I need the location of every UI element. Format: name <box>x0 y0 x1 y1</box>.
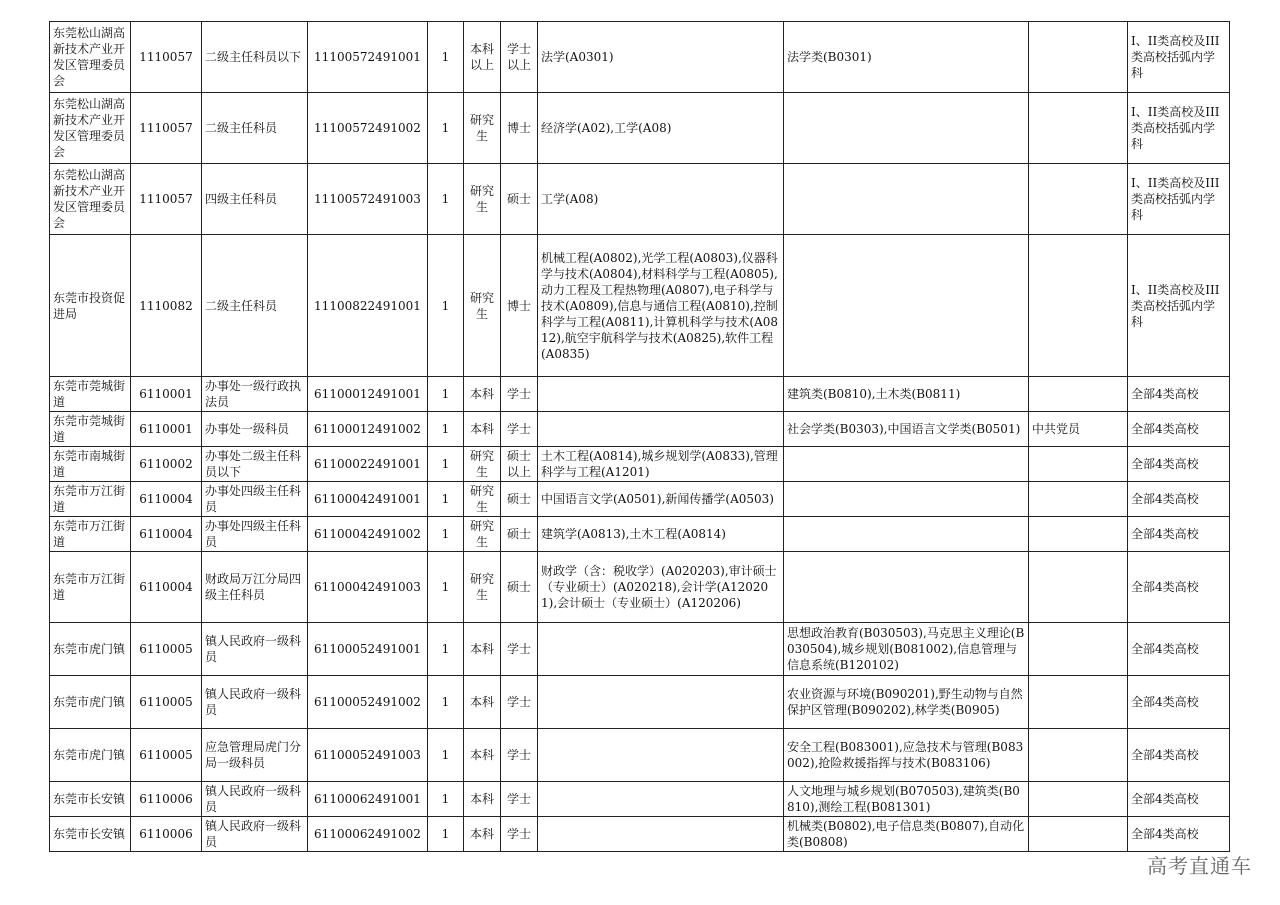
unit-code-cell: 1110057 <box>131 22 202 93</box>
political-cell <box>1029 377 1128 412</box>
grad-major-cell: 财政学（含：税收学）(A020203),审计硕士（专业硕士）(A020218),会计学(A120201),会计硕士（专业硕士）(A120206) <box>538 552 784 623</box>
school-cell: 全部4类高校 <box>1128 447 1230 482</box>
unit-cell: 东莞市投资促进局 <box>50 235 131 377</box>
table-row <box>50 817 1230 852</box>
unit-code-cell: 6110004 <box>131 517 202 552</box>
position-code-cell: 61100052491001 <box>308 623 428 676</box>
school-cell: 全部4类高校 <box>1128 623 1230 676</box>
count-cell: 1 <box>428 729 464 782</box>
count-cell: 1 <box>428 676 464 729</box>
education-cell: 本科以上 <box>464 22 501 93</box>
unit-cell: 东莞松山湖高新技术产业开发区管理委员会 <box>50 93 131 164</box>
education-cell: 本科 <box>464 729 501 782</box>
degree-cell: 硕士 <box>501 164 538 235</box>
unit-cell: 东莞市万江街道 <box>50 517 131 552</box>
degree-cell: 学士 <box>501 817 538 852</box>
degree-cell: 学士 <box>501 729 538 782</box>
undergrad-major-cell <box>784 235 1029 377</box>
position-cell: 镇人民政府一级科员 <box>202 817 308 852</box>
grad-major-cell: 中国语言文学(A0501),新闻传播学(A0503) <box>538 482 784 517</box>
unit-cell: 东莞市长安镇 <box>50 817 131 852</box>
count-cell: 1 <box>428 517 464 552</box>
grad-major-cell <box>538 377 784 412</box>
political-cell <box>1029 552 1128 623</box>
undergrad-major-cell <box>784 552 1029 623</box>
degree-cell: 学士 <box>501 412 538 447</box>
degree-cell: 硕士 <box>501 517 538 552</box>
political-cell <box>1029 447 1128 482</box>
position-cell: 办事处一级科员 <box>202 412 308 447</box>
table-row <box>50 412 1230 447</box>
position-cell: 二级主任科员以下 <box>202 22 308 93</box>
unit-code-cell: 1110057 <box>131 164 202 235</box>
position-cell: 办事处一级行政执法员 <box>202 377 308 412</box>
political-cell <box>1029 623 1128 676</box>
position-cell: 财政局万江分局四级主任科员 <box>202 552 308 623</box>
unit-cell: 东莞市莞城街道 <box>50 412 131 447</box>
position-cell: 办事处四级主任科员 <box>202 517 308 552</box>
undergrad-major-cell: 机械类(B0802),电子信息类(B0807),自动化类(B0808) <box>784 817 1029 852</box>
education-cell: 本科 <box>464 412 501 447</box>
political-cell <box>1029 676 1128 729</box>
political-cell <box>1029 729 1128 782</box>
position-cell: 应急管理局虎门分局一级科员 <box>202 729 308 782</box>
count-cell: 1 <box>428 817 464 852</box>
position-cell: 镇人民政府一级科员 <box>202 782 308 817</box>
grad-major-cell: 经济学(A02),工学(A08) <box>538 93 784 164</box>
grad-major-cell <box>538 676 784 729</box>
school-cell: I、II类高校及III类高校括弧内学科 <box>1128 164 1230 235</box>
unit-cell: 东莞松山湖高新技术产业开发区管理委员会 <box>50 164 131 235</box>
unit-code-cell: 6110004 <box>131 482 202 517</box>
job-table <box>49 21 1230 852</box>
education-cell: 研究生 <box>464 235 501 377</box>
political-cell <box>1029 22 1128 93</box>
education-cell: 研究生 <box>464 552 501 623</box>
position-cell: 二级主任科员 <box>202 93 308 164</box>
position-cell: 四级主任科员 <box>202 164 308 235</box>
degree-cell: 学士 <box>501 782 538 817</box>
education-cell: 本科 <box>464 782 501 817</box>
school-cell: 全部4类高校 <box>1128 412 1230 447</box>
political-cell: 中共党员 <box>1029 412 1128 447</box>
count-cell: 1 <box>428 412 464 447</box>
grad-major-cell: 土木工程(A0814),城乡规划学(A0833),管理科学与工程(A1201) <box>538 447 784 482</box>
unit-code-cell: 6110002 <box>131 447 202 482</box>
unit-cell: 东莞市南城街道 <box>50 447 131 482</box>
unit-code-cell: 1110082 <box>131 235 202 377</box>
table-row <box>50 377 1230 412</box>
unit-cell: 东莞市万江街道 <box>50 482 131 517</box>
degree-cell: 硕士 <box>501 552 538 623</box>
education-cell: 研究生 <box>464 93 501 164</box>
unit-code-cell: 6110006 <box>131 782 202 817</box>
unit-cell: 东莞市万江街道 <box>50 552 131 623</box>
position-cell: 镇人民政府一级科员 <box>202 676 308 729</box>
school-cell: I、II类高校及III类高校括弧内学科 <box>1128 93 1230 164</box>
education-cell: 本科 <box>464 623 501 676</box>
degree-cell: 博士 <box>501 235 538 377</box>
count-cell: 1 <box>428 623 464 676</box>
grad-major-cell: 工学(A08) <box>538 164 784 235</box>
count-cell: 1 <box>428 377 464 412</box>
count-cell: 1 <box>428 482 464 517</box>
table-row <box>50 447 1230 482</box>
position-code-cell: 61100012491001 <box>308 377 428 412</box>
count-cell: 1 <box>428 93 464 164</box>
undergrad-major-cell: 建筑类(B0810),土木类(B0811) <box>784 377 1029 412</box>
table-row <box>50 782 1230 817</box>
undergrad-major-cell: 法学类(B0301) <box>784 22 1029 93</box>
unit-code-cell: 6110005 <box>131 623 202 676</box>
undergrad-major-cell <box>784 93 1029 164</box>
grad-major-cell <box>538 817 784 852</box>
unit-cell: 东莞松山湖高新技术产业开发区管理委员会 <box>50 22 131 93</box>
unit-cell: 东莞市虎门镇 <box>50 676 131 729</box>
undergrad-major-cell: 农业资源与环境(B090201),野生动物与自然保护区管理(B090202),林学类(B0905) <box>784 676 1029 729</box>
school-cell: 全部4类高校 <box>1128 676 1230 729</box>
position-code-cell: 11100572491002 <box>308 93 428 164</box>
political-cell <box>1029 517 1128 552</box>
undergrad-major-cell <box>784 482 1029 517</box>
table-row <box>50 676 1230 729</box>
political-cell <box>1029 782 1128 817</box>
table-row <box>50 93 1230 164</box>
education-cell: 研究生 <box>464 447 501 482</box>
school-cell: I、II类高校及III类高校括弧内学科 <box>1128 22 1230 93</box>
grad-major-cell <box>538 412 784 447</box>
unit-code-cell: 1110057 <box>131 93 202 164</box>
position-code-cell: 61100052491002 <box>308 676 428 729</box>
grad-major-cell <box>538 782 784 817</box>
count-cell: 1 <box>428 235 464 377</box>
undergrad-major-cell: 安全工程(B083001),应急技术与管理(B083002),抢险救援指挥与技术(B083106) <box>784 729 1029 782</box>
school-cell: 全部4类高校 <box>1128 782 1230 817</box>
education-cell: 本科 <box>464 377 501 412</box>
degree-cell: 学士以上 <box>501 22 538 93</box>
unit-code-cell: 6110001 <box>131 377 202 412</box>
school-cell: 全部4类高校 <box>1128 377 1230 412</box>
position-code-cell: 61100062491001 <box>308 782 428 817</box>
position-code-cell: 61100042491001 <box>308 482 428 517</box>
position-code-cell: 11100572491003 <box>308 164 428 235</box>
political-cell <box>1029 482 1128 517</box>
political-cell <box>1029 235 1128 377</box>
count-cell: 1 <box>428 447 464 482</box>
political-cell <box>1029 164 1128 235</box>
undergrad-major-cell: 思想政治教育(B030503),马克思主义理论(B030504),城乡规划(B081002),信息管理与信息系统(B120102) <box>784 623 1029 676</box>
unit-cell: 东莞市长安镇 <box>50 782 131 817</box>
unit-code-cell: 6110005 <box>131 676 202 729</box>
position-cell: 办事处四级主任科员 <box>202 482 308 517</box>
undergrad-major-cell <box>784 517 1029 552</box>
unit-cell: 东莞市莞城街道 <box>50 377 131 412</box>
table-row <box>50 22 1230 93</box>
school-cell: 全部4类高校 <box>1128 517 1230 552</box>
school-cell: 全部4类高校 <box>1128 552 1230 623</box>
position-code-cell: 11100822491001 <box>308 235 428 377</box>
unit-code-cell: 6110004 <box>131 552 202 623</box>
position-cell: 镇人民政府一级科员 <box>202 623 308 676</box>
table-row <box>50 482 1230 517</box>
undergrad-major-cell: 人文地理与城乡规划(B070503),建筑类(B0810),测绘工程(B081301) <box>784 782 1029 817</box>
undergrad-major-cell <box>784 447 1029 482</box>
table-row <box>50 164 1230 235</box>
grad-major-cell: 机械工程(A0802),光学工程(A0803),仪器科学与技术(A0804),材料科学与工程(A0805),动力工程及工程热物理(A0807),电子科学与技术(A0809),信息与通信工程(A0810),控制科学与工程(A0811),计算机科学与技术(A0812),航空宇航科学与技术(A0825),软件工程(A0835) <box>538 235 784 377</box>
grad-major-cell <box>538 623 784 676</box>
degree-cell: 硕士以上 <box>501 447 538 482</box>
table-row <box>50 517 1230 552</box>
grad-major-cell: 建筑学(A0813),土木工程(A0814) <box>538 517 784 552</box>
undergrad-major-cell <box>784 164 1029 235</box>
unit-code-cell: 6110005 <box>131 729 202 782</box>
degree-cell: 学士 <box>501 377 538 412</box>
watermark: 高考直通车 <box>1147 854 1252 878</box>
position-code-cell: 61100062491002 <box>308 817 428 852</box>
education-cell: 研究生 <box>464 482 501 517</box>
position-code-cell: 61100042491002 <box>308 517 428 552</box>
table-row <box>50 552 1230 623</box>
table-row <box>50 729 1230 782</box>
position-code-cell: 61100022491001 <box>308 447 428 482</box>
education-cell: 研究生 <box>464 517 501 552</box>
school-cell: 全部4类高校 <box>1128 729 1230 782</box>
count-cell: 1 <box>428 552 464 623</box>
political-cell <box>1029 817 1128 852</box>
grad-major-cell <box>538 729 784 782</box>
unit-code-cell: 6110001 <box>131 412 202 447</box>
school-cell: 全部4类高校 <box>1128 482 1230 517</box>
count-cell: 1 <box>428 22 464 93</box>
political-cell <box>1029 93 1128 164</box>
table-row <box>50 235 1230 377</box>
grad-major-cell: 法学(A0301) <box>538 22 784 93</box>
education-cell: 研究生 <box>464 164 501 235</box>
position-code-cell: 61100042491003 <box>308 552 428 623</box>
unit-code-cell: 6110006 <box>131 817 202 852</box>
unit-cell: 东莞市虎门镇 <box>50 729 131 782</box>
degree-cell: 学士 <box>501 623 538 676</box>
degree-cell: 学士 <box>501 676 538 729</box>
position-code-cell: 61100012491002 <box>308 412 428 447</box>
position-cell: 二级主任科员 <box>202 235 308 377</box>
position-cell: 办事处二级主任科员以下 <box>202 447 308 482</box>
education-cell: 本科 <box>464 676 501 729</box>
position-code-cell: 11100572491001 <box>308 22 428 93</box>
school-cell: I、II类高校及III类高校括弧内学科 <box>1128 235 1230 377</box>
table-row <box>50 623 1230 676</box>
degree-cell: 博士 <box>501 93 538 164</box>
undergrad-major-cell: 社会学类(B0303),中国语言文学类(B0501) <box>784 412 1029 447</box>
position-code-cell: 61100052491003 <box>308 729 428 782</box>
education-cell: 本科 <box>464 817 501 852</box>
degree-cell: 硕士 <box>501 482 538 517</box>
table-body <box>50 22 1230 852</box>
unit-cell: 东莞市虎门镇 <box>50 623 131 676</box>
count-cell: 1 <box>428 782 464 817</box>
count-cell: 1 <box>428 164 464 235</box>
school-cell: 全部4类高校 <box>1128 817 1230 852</box>
